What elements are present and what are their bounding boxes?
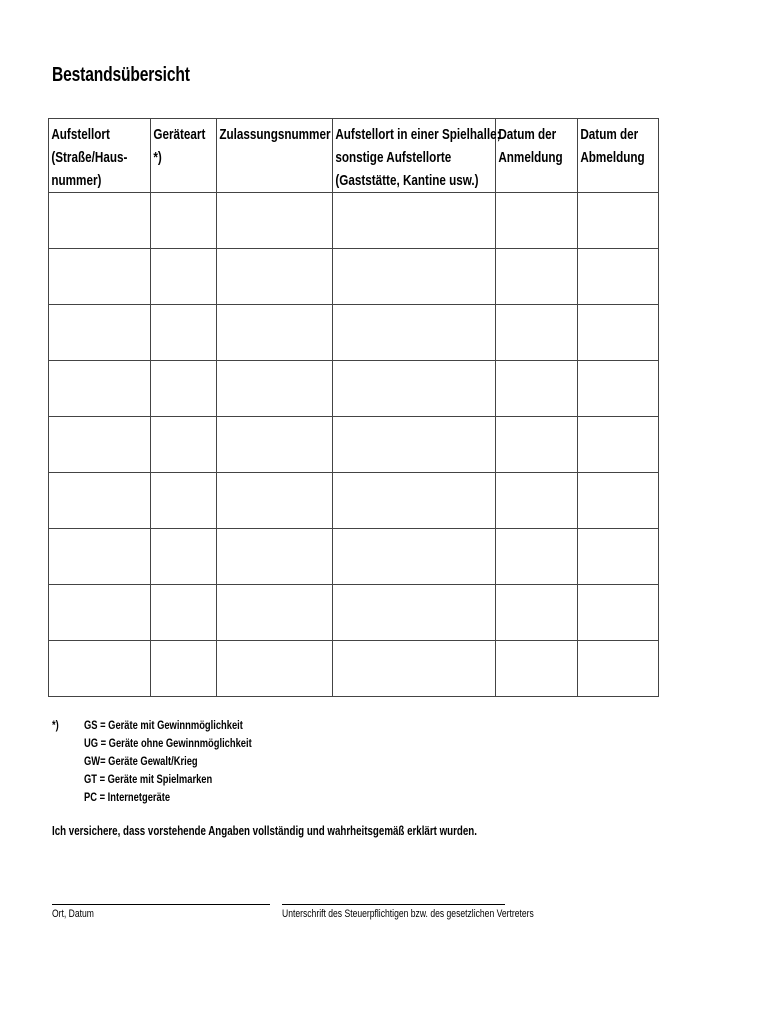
table-cell[interactable] (151, 529, 217, 585)
table-cell[interactable] (578, 249, 659, 305)
table-cell[interactable] (333, 417, 496, 473)
table-cell[interactable] (151, 361, 217, 417)
table-row (49, 529, 659, 585)
table-cell[interactable] (496, 585, 578, 641)
table-cell[interactable] (496, 361, 578, 417)
table-cell[interactable] (49, 529, 151, 585)
table-cell[interactable] (578, 529, 659, 585)
table-cell[interactable] (151, 473, 217, 529)
table-cell[interactable] (578, 361, 659, 417)
page-title: Bestandsübersicht (52, 64, 190, 86)
footnote-marker: *) (52, 718, 59, 732)
table-row (49, 473, 659, 529)
table-cell[interactable] (496, 193, 578, 249)
table-cell[interactable] (217, 417, 333, 473)
column-header-deregistration-date: Datum der Abmeldung (578, 119, 659, 193)
footnote-item: PC = Internetgeräte (83, 790, 171, 804)
footnote-item: GT = Geräte mit Spielmarken (83, 772, 213, 786)
table-cell[interactable] (496, 417, 578, 473)
table-cell[interactable] (496, 529, 578, 585)
table-cell[interactable] (151, 585, 217, 641)
signature-label: Unterschrift des Steuerpflichtigen bzw. des gesetzlichen Vertreters (282, 908, 534, 920)
footnote-item: GW= Geräte Gewalt/Krieg (83, 754, 198, 768)
table-cell[interactable] (49, 305, 151, 361)
table-cell[interactable] (578, 417, 659, 473)
table-cell[interactable] (151, 249, 217, 305)
table-cell[interactable] (496, 641, 578, 697)
table-cell[interactable] (217, 193, 333, 249)
table-cell[interactable] (333, 529, 496, 585)
table-cell[interactable] (217, 585, 333, 641)
column-header-location: Aufstellort (Straße/Haus- nummer) (49, 119, 151, 193)
footnote-item: UG = Geräte ohne Gewinnmöglichkeit (83, 736, 252, 750)
table-row (49, 249, 659, 305)
table-row (49, 641, 659, 697)
table-cell[interactable] (333, 585, 496, 641)
table-cell[interactable] (578, 305, 659, 361)
table-row (49, 585, 659, 641)
table-cell[interactable] (217, 361, 333, 417)
inventory-table (48, 118, 659, 697)
column-header-device-type: Geräteart *) (151, 119, 217, 193)
table-row (49, 305, 659, 361)
declaration-text: Ich versichere, dass vorstehende Angaben vollständig und wahrheitsgemäß erklärt wurden. (52, 824, 477, 838)
table-cell[interactable] (49, 473, 151, 529)
table-cell[interactable] (333, 361, 496, 417)
table-cell[interactable] (49, 193, 151, 249)
footnote-item: GS = Geräte mit Gewinnmöglichkeit (83, 718, 243, 732)
table-cell[interactable] (578, 193, 659, 249)
table-cell[interactable] (333, 193, 496, 249)
table-cell[interactable] (333, 305, 496, 361)
table-cell[interactable] (496, 305, 578, 361)
column-header-approval-number: Zulassungsnummer (217, 119, 333, 193)
table-cell[interactable] (217, 641, 333, 697)
table-cell[interactable] (151, 641, 217, 697)
table-header-row (49, 119, 659, 193)
table-cell[interactable] (217, 529, 333, 585)
table-cell[interactable] (333, 473, 496, 529)
table-cell[interactable] (217, 249, 333, 305)
table-body (49, 193, 659, 697)
table-cell[interactable] (496, 473, 578, 529)
table-cell[interactable] (496, 249, 578, 305)
table-cell[interactable] (578, 473, 659, 529)
table-cell[interactable] (49, 417, 151, 473)
column-header-registration-date: Datum der Anmeldung (496, 119, 578, 193)
table-cell[interactable] (151, 417, 217, 473)
column-header-venue: Aufstellort in einer Spielhalle; sonstige Aufstellorte (Gaststätte, Kantine usw.) (333, 119, 496, 193)
table-cell[interactable] (49, 249, 151, 305)
table-cell[interactable] (49, 361, 151, 417)
signature-line (282, 904, 505, 905)
table-cell[interactable] (151, 193, 217, 249)
table-cell[interactable] (49, 641, 151, 697)
footnote-list (84, 716, 252, 806)
table-cell[interactable] (151, 305, 217, 361)
table-cell[interactable] (578, 641, 659, 697)
table-row (49, 417, 659, 473)
place-date-line (52, 904, 270, 905)
place-date-label: Ort, Datum (52, 908, 94, 920)
table-row (49, 361, 659, 417)
table-cell[interactable] (578, 585, 659, 641)
table-cell[interactable] (217, 305, 333, 361)
table-cell[interactable] (217, 473, 333, 529)
table-cell[interactable] (49, 585, 151, 641)
table-cell[interactable] (333, 641, 496, 697)
table-row (49, 193, 659, 249)
table-cell[interactable] (333, 249, 496, 305)
